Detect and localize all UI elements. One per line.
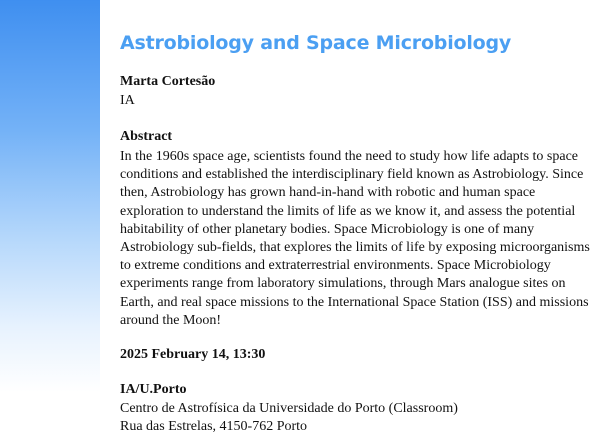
event-title: Astrobiology and Space Microbiology	[120, 32, 512, 54]
venue-address: Rua das Estrelas, 4150-762 Porto	[120, 419, 308, 434]
venue-name: IA/U.Porto	[120, 382, 187, 397]
author-affiliation: IA	[120, 93, 135, 108]
venue-room: Centro de Astrofísica da Universidade do Porto (Classroom)	[120, 401, 458, 416]
abstract-text: In the 1960s space age, scientists found the need to study how life adapts to space conditions and established the interdisciplinary field known as Astrobiology. Since then, Astrobiology has grown hand-in-hand with robotic and human space exploration to understand the limits of life as we know it, and assess the potential habitability of other planetary bodies. Space Microbiology is one of many Astrobiology sub-fields, that explores the limits of life by exposing microorganisms to extreme conditions and extraterrestrial environments. Space Microbiology experiments range from laboratory simulations, through Mars analogue sites on Earth, and real space missions to the International Space Station (ISS) and missions around the Moon!	[120, 149, 590, 328]
abstract-heading: Abstract	[120, 129, 173, 144]
author-name: Marta Cortesão	[120, 74, 216, 89]
side-gradient-decoration	[0, 0, 100, 436]
event-date-time: 2025 February 14, 13:30	[120, 347, 266, 362]
event-content	[100, 0, 600, 436]
